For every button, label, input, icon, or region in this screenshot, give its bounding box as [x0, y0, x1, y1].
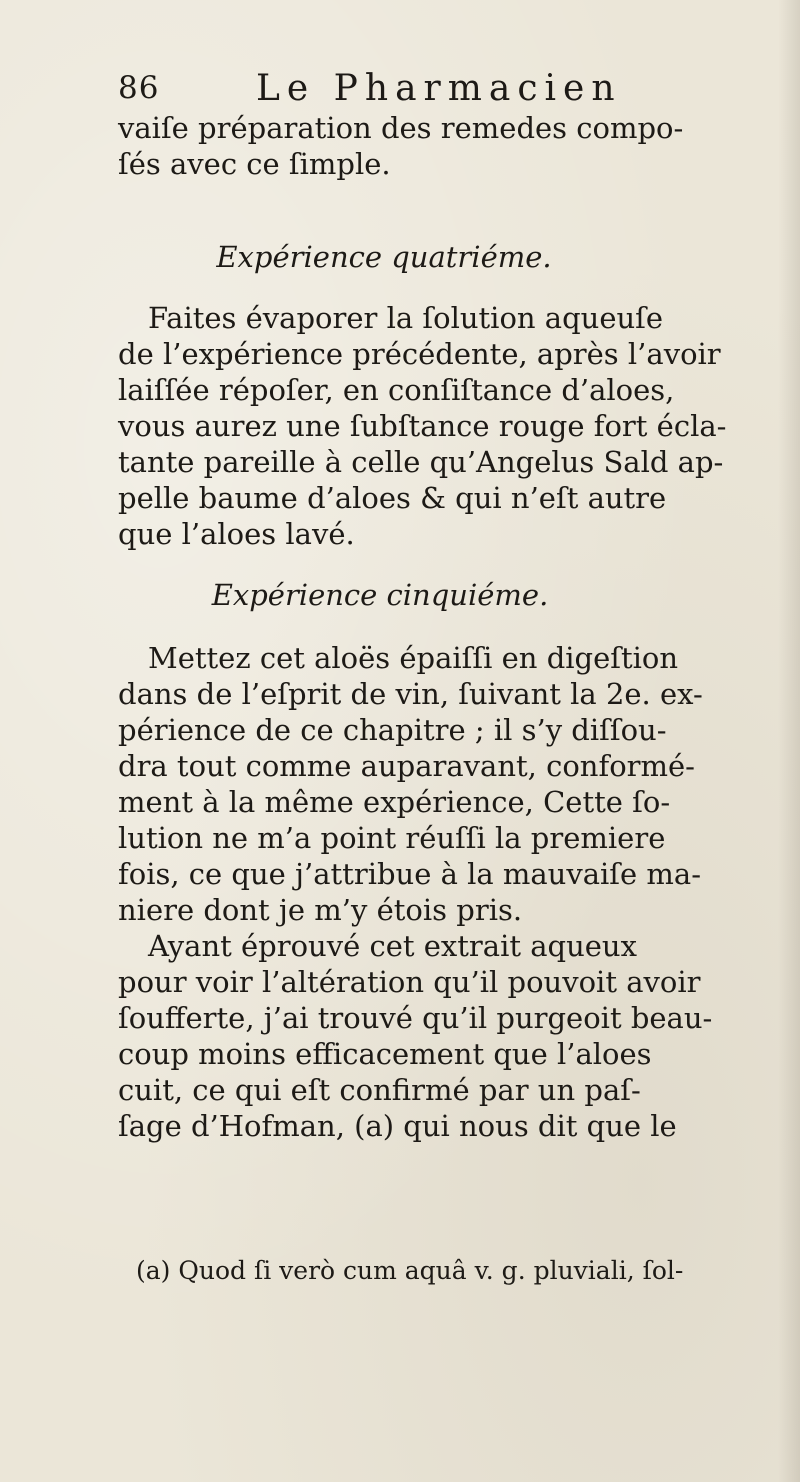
running-head: Le Pharmacien — [256, 68, 622, 109]
text-line: pelle baume d’aloes & qui n’eſt autre — [118, 481, 667, 515]
text-line: dans de l’eſprit de vin, ſuivant la 2e. ex- — [118, 677, 703, 711]
text-line: coup moins efficacement que l’aloes — [118, 1037, 652, 1071]
section-heading: Expérience cinquiéme. — [211, 578, 549, 612]
page-number: 86 — [118, 70, 160, 106]
text-line: dra tout comme auparavant, conformé- — [118, 749, 695, 783]
page-edge-shadow — [778, 0, 800, 1482]
text-line: que l’aloes lavé. — [118, 517, 355, 551]
text-line: fois, ce que j’attribue à la mauvaiſe ma- — [118, 857, 702, 891]
text-line: laiſſée répoſer, en conſiſtance d’aloes, — [118, 373, 675, 407]
text-line: de l’expérience précédente, après l’avoir — [118, 337, 721, 371]
paragraph-continuation — [118, 110, 714, 182]
text-line: ſage d’Hofman, (a) qui nous dit que le — [118, 1109, 677, 1143]
section-heading: Expérience quatriéme. — [216, 240, 552, 274]
text-line: Mettez cet aloës épaiſſi en digeſtion — [148, 641, 679, 675]
text-line: ſoufferte, j’ai trouvé qu’il purgeoit beau- — [118, 1001, 713, 1035]
paragraph-experience-five — [118, 640, 714, 1144]
text-line: tante pareille à celle qu’Angelus Sald ap- — [118, 445, 724, 479]
text-line: vous aurez une ſubſtance rouge fort écla- — [118, 409, 727, 443]
text-line: vaiſe préparation des remedes compo- — [118, 111, 684, 145]
text-line: périence de ce chapitre ; il s’y diſſou- — [118, 713, 667, 747]
text-line: Faites évaporer la ſolution aqueuſe — [148, 301, 664, 335]
footnote: (a) Quod ſi verò cum aquâ v. g. pluviali, ſol- — [136, 1256, 684, 1285]
text-line: pour voir l’altération qu’il pouvoit avoir — [118, 965, 701, 999]
text-line: Ayant éprouvé cet extrait aqueux — [148, 929, 637, 963]
text-line: ment à la même expérience, Cette ſo- — [118, 785, 671, 819]
paragraph-experience-four — [118, 300, 727, 552]
text-line: lution ne m’a point réuſſi la premiere — [118, 821, 666, 855]
text-line: cuit, ce qui eſt confirmé par un paſ- — [118, 1073, 641, 1107]
text-line: niere dont je m’y étois pris. — [118, 893, 523, 927]
text-line: ſés avec ce ſimple. — [118, 147, 391, 181]
